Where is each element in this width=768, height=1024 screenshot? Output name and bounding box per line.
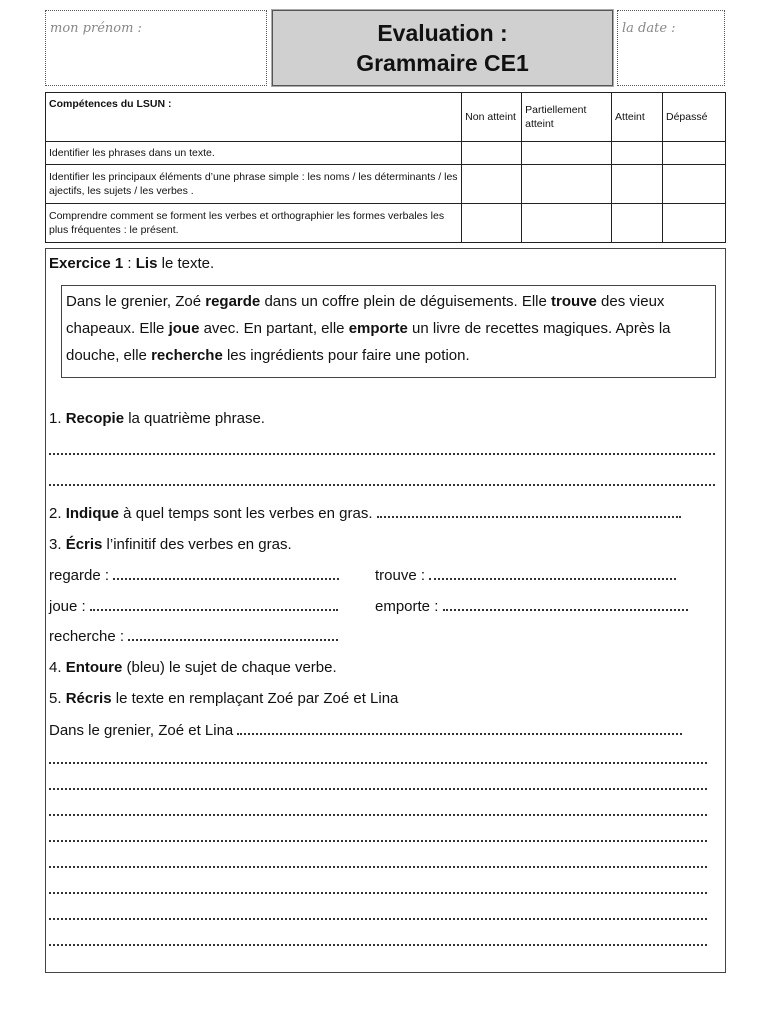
q1-rest: la quatrième phrase.: [124, 410, 265, 427]
level-atteint: Atteint: [612, 93, 663, 142]
answer-line[interactable]: [49, 474, 715, 486]
infinitive-label: recherche :: [49, 628, 125, 645]
infinitive-regarde: [49, 566, 339, 586]
answer-line[interactable]: [49, 908, 707, 920]
answer-line[interactable]: [49, 778, 707, 790]
date-field[interactable]: [617, 10, 725, 86]
exercise-label: Exercice 1: [49, 255, 124, 272]
q3-verb: Écris: [65, 536, 103, 553]
competences-header-row: [46, 93, 726, 142]
competences-table: [45, 92, 726, 243]
q4-num: 4.: [49, 659, 66, 676]
competence-label: Identifier les principaux éléments d’une phrase simple : les noms / les déterminants / les ajectifs, les sujets / les verbes .: [46, 165, 462, 204]
title-line-2: Grammaire CE1: [356, 50, 529, 76]
text-segment: avec. En partant, elle: [199, 320, 349, 337]
answer-line[interactable]: [49, 443, 715, 455]
check-cell[interactable]: [522, 204, 612, 243]
text-segment: des vieux chapeaux. Elle: [66, 293, 665, 337]
level-depasse: Dépassé: [663, 93, 726, 142]
exercise-verb: Lis: [135, 255, 158, 272]
q1-verb: Recopie: [65, 410, 125, 427]
competence-label: Comprendre comment se forment les verbes et orthographier les formes verbales les plus fréquentes : le présent.: [46, 204, 462, 243]
exercise-title: [49, 254, 214, 274]
answer-line[interactable]: [90, 597, 338, 611]
q3-rest: l’infinitif des verbes en gras.: [102, 536, 292, 553]
check-cell[interactable]: [612, 204, 663, 243]
infinitive-label: joue :: [49, 598, 86, 615]
page-title: [272, 10, 613, 86]
check-cell[interactable]: [663, 204, 726, 243]
q3-num: 3.: [49, 536, 66, 553]
competences-head: Compétences du LSUN :: [46, 93, 462, 142]
competence-row: [46, 204, 726, 243]
q2-num: 2.: [49, 505, 66, 522]
text-segment: les ingrédients pour faire une potion.: [222, 347, 470, 364]
check-cell[interactable]: [663, 142, 726, 165]
bold-verb: trouve: [551, 293, 597, 310]
bold-verb: emporte: [348, 320, 408, 337]
answer-line[interactable]: [429, 566, 676, 580]
q2-verb: Indique: [65, 505, 120, 522]
question-4: [49, 658, 337, 678]
check-cell[interactable]: [612, 142, 663, 165]
infinitive-joue: [49, 597, 338, 617]
answer-line[interactable]: [377, 504, 681, 518]
q2-rest: à quel temps sont les verbes en gras.: [119, 505, 373, 522]
check-cell[interactable]: [462, 204, 522, 243]
exercise-rest: le texte.: [157, 255, 215, 272]
bold-verb: joue: [168, 320, 200, 337]
answer-line[interactable]: [49, 830, 707, 842]
bold-verb: recherche: [151, 347, 223, 364]
infinitive-label: trouve :: [375, 567, 426, 584]
bold-verb: regarde: [205, 293, 261, 310]
question-2: [49, 504, 681, 524]
q1-num: 1.: [49, 410, 66, 427]
question-5: [49, 689, 398, 709]
q5-start-text: Dans le grenier, Zoé et Lina: [49, 722, 234, 739]
infinitive-recherche: [49, 627, 338, 647]
level-non-atteint: Non atteint: [462, 93, 522, 142]
check-cell[interactable]: [612, 165, 663, 204]
competence-row: [46, 142, 726, 165]
check-cell[interactable]: [462, 165, 522, 204]
answer-line[interactable]: [49, 856, 707, 868]
infinitive-label: emporte :: [375, 598, 439, 615]
answer-line[interactable]: [113, 566, 339, 580]
q5-answer-start: [49, 721, 682, 741]
date-label: la date :: [622, 21, 676, 36]
text-segment: un livre de recettes magiques. Après la douche, elle: [66, 320, 671, 364]
text-segment: Dans le grenier, Zoé: [66, 293, 206, 310]
answer-line[interactable]: [49, 752, 707, 764]
infinitive-trouve: [375, 566, 676, 586]
reading-text: [61, 285, 716, 378]
answer-line[interactable]: [237, 721, 682, 735]
answer-line[interactable]: [49, 804, 707, 816]
check-cell[interactable]: [522, 165, 612, 204]
text-segment: dans un coffre plein de déguisements. Elle: [260, 293, 552, 310]
title-line-1: Evaluation :: [377, 20, 508, 46]
check-cell[interactable]: [663, 165, 726, 204]
question-3: [49, 535, 292, 555]
answer-line[interactable]: [49, 882, 707, 894]
q4-rest: (bleu) le sujet de chaque verbe.: [122, 659, 337, 676]
question-1: [49, 409, 265, 429]
answer-line[interactable]: [443, 597, 688, 611]
q4-verb: Entoure: [65, 659, 123, 676]
check-cell[interactable]: [462, 142, 522, 165]
name-label: mon prénom :: [50, 21, 142, 36]
competence-row: [46, 165, 726, 204]
q5-verb: Récris: [65, 690, 112, 707]
competence-label: Identifier les phrases dans un texte.: [46, 142, 462, 165]
q5-num: 5.: [49, 690, 66, 707]
answer-line[interactable]: [128, 627, 338, 641]
name-field[interactable]: [45, 10, 267, 86]
infinitive-label: regarde :: [49, 567, 110, 584]
exercise-colon: :: [123, 255, 136, 272]
check-cell[interactable]: [522, 142, 612, 165]
q5-rest: le texte en remplaçant Zoé par Zoé et Lina: [111, 690, 399, 707]
level-partiellement: Partiellement atteint: [522, 93, 612, 142]
infinitive-emporte: [375, 597, 688, 617]
answer-line[interactable]: [49, 934, 707, 946]
